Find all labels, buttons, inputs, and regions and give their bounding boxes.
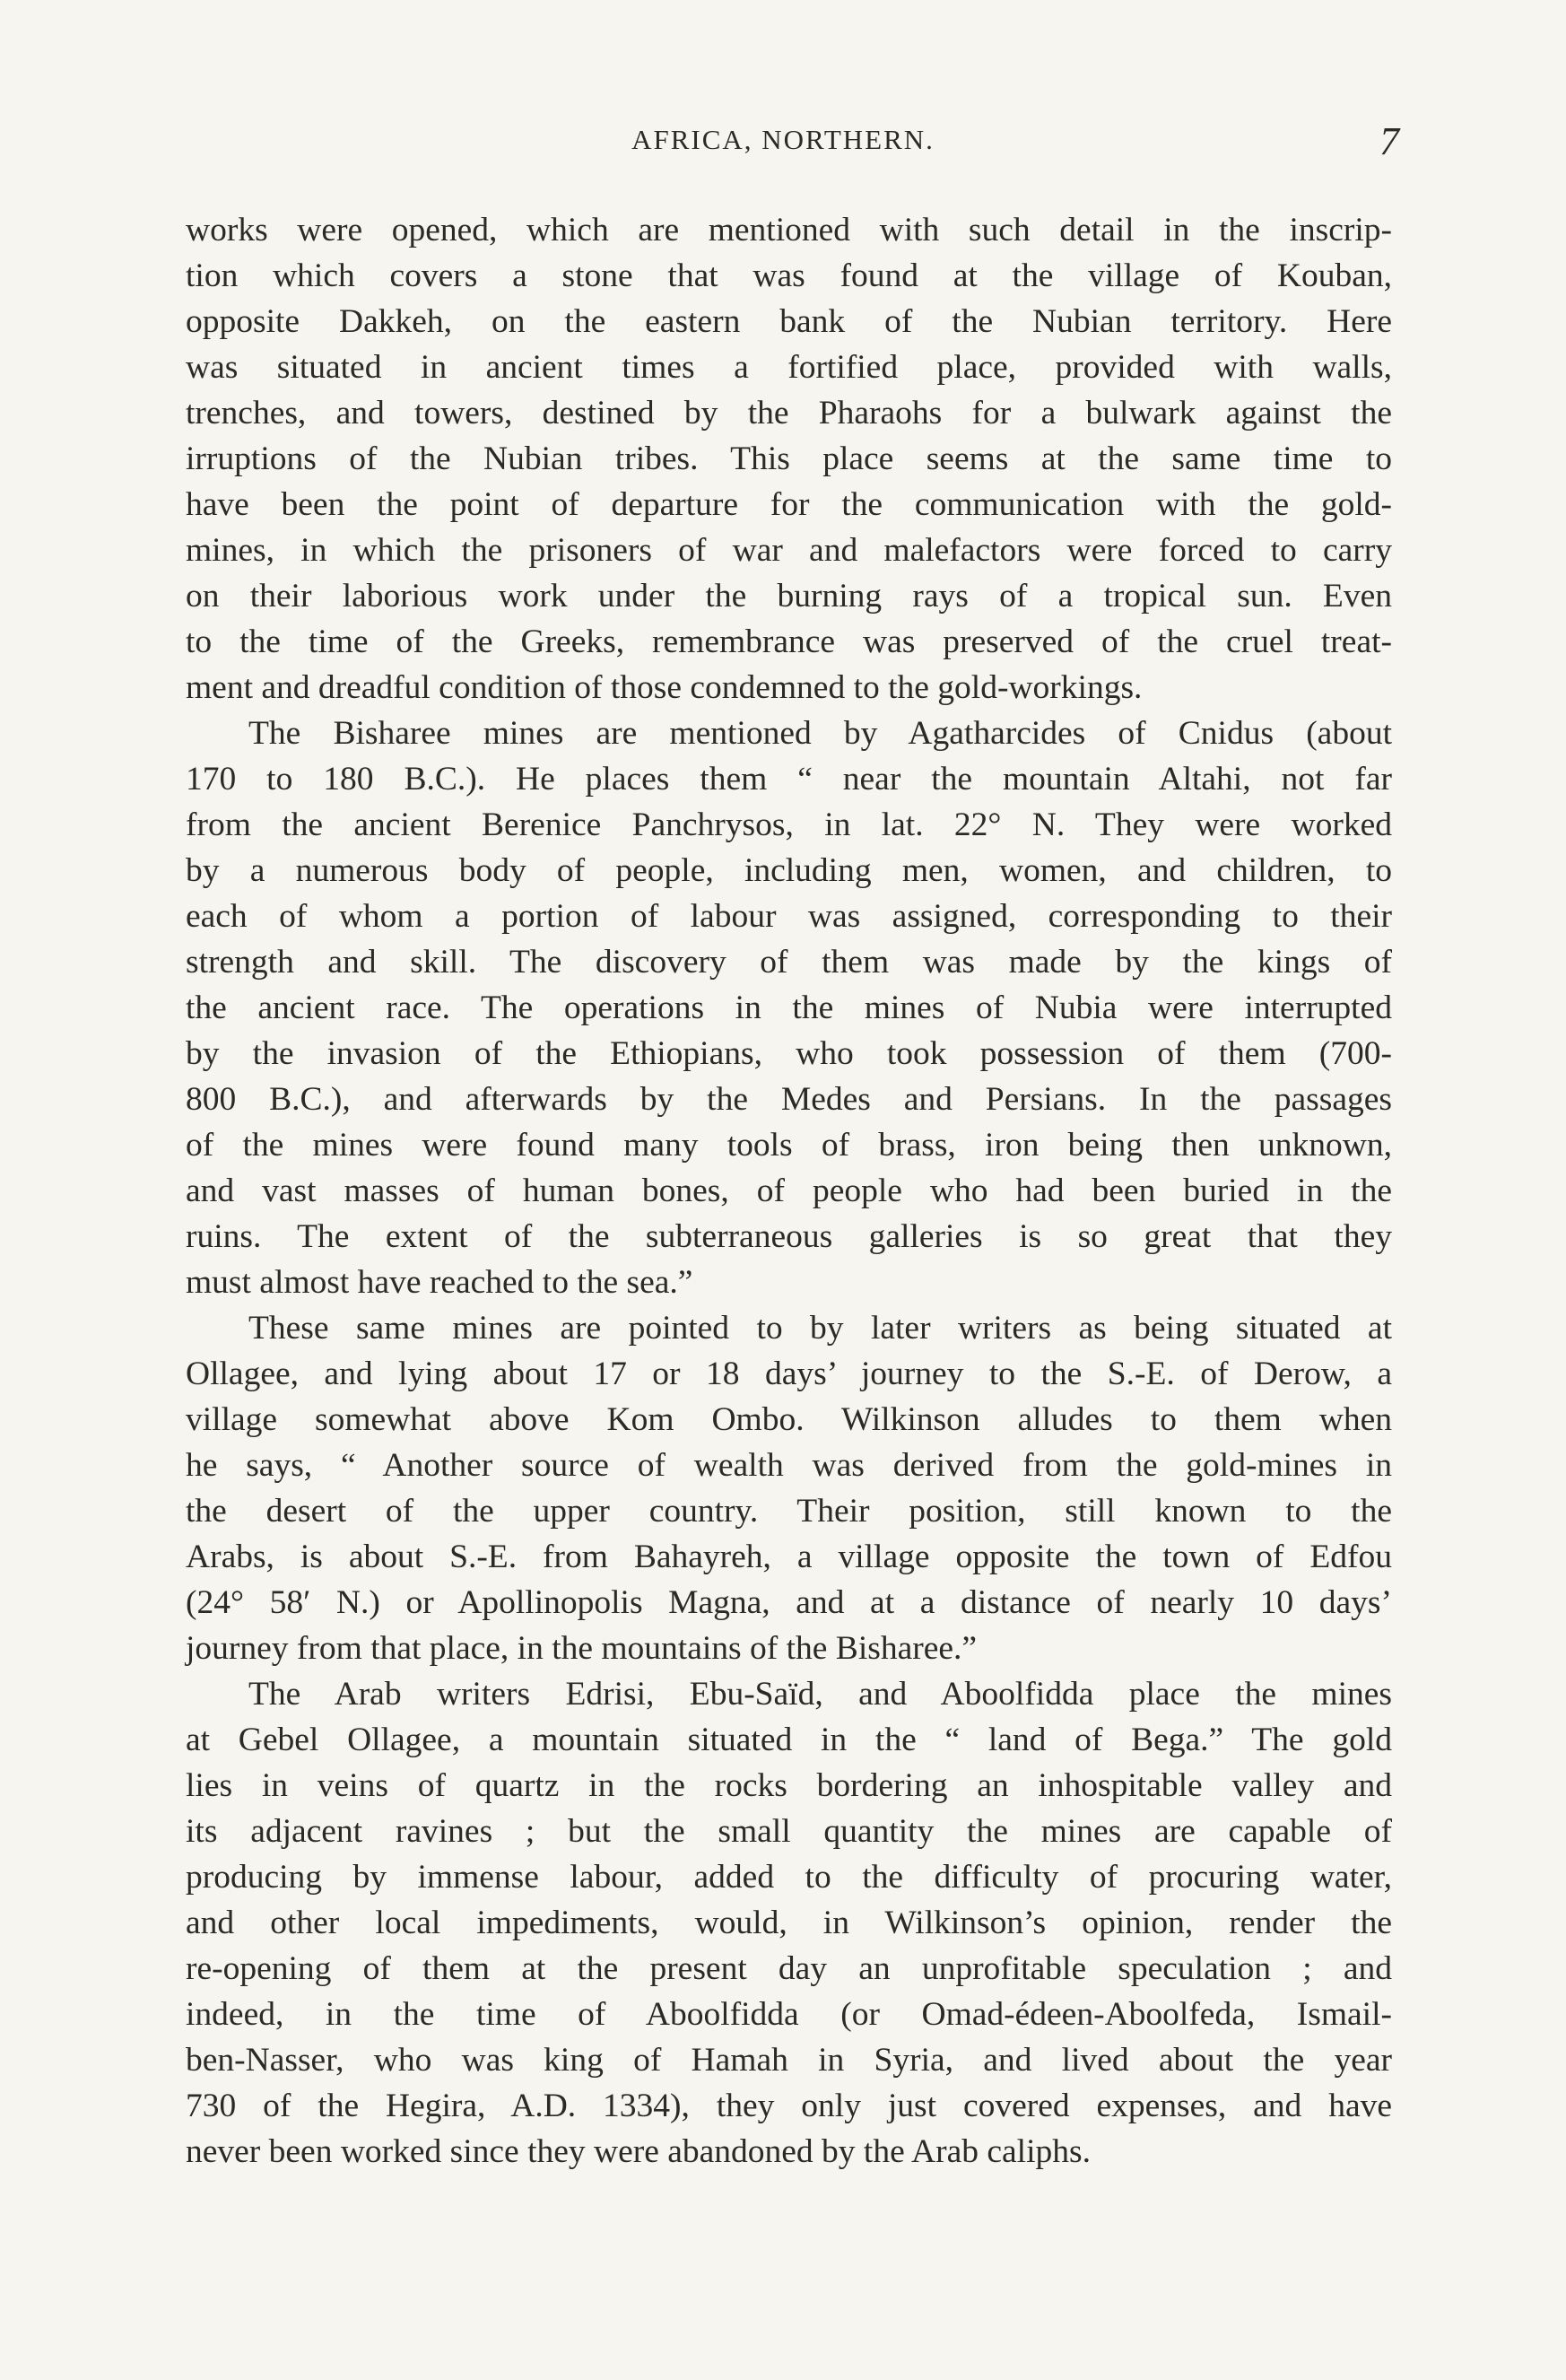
text-line: opposite Dakkeh, on the eastern bank of the Nubian territory. Here	[186, 303, 1392, 340]
text-line: ben-Nasser, who was king of Hamah in Syria, and lived about the year	[186, 2042, 1392, 2079]
text-line: The Bisharee mines are mentioned by Agatharcides of Cnidus (about	[248, 715, 1392, 752]
text-line: never been worked since they were abandoned by the Arab caliphs.	[186, 2133, 1091, 2170]
text-line: village somewhat above Kom Ombo. Wilkinson alludes to them when	[186, 1401, 1392, 1438]
text-line: 730 of the Hegira, A.D. 1334), they only just covered expenses, and have	[186, 2088, 1392, 2124]
text-line: trenches, and towers, destined by the Pharaohs for a bulwark against the	[186, 395, 1392, 432]
text-line: Arabs, is about S.-E. from Bahayreh, a village opposite the town of Edfou	[186, 1539, 1392, 1575]
text-line: the ancient race. The operations in the mines of Nubia were interrupted	[186, 989, 1392, 1026]
page-number: 7	[1379, 119, 1399, 163]
text-line: its adjacent ravines ; but the small quantity the mines are capable of	[186, 1813, 1392, 1850]
text-line: indeed, in the time of Aboolfidda (or Omad-édeen-Aboolfeda, Ismail-	[186, 1996, 1392, 2033]
text-line: was situated in ancient times a fortified place, provided with walls,	[186, 349, 1392, 386]
text-line: (24° 58′ N.) or Apollinopolis Magna, and at a distance of nearly 10 days’	[186, 1584, 1392, 1621]
text-line: works were opened, which are mentioned with such detail in the inscrip-	[186, 212, 1392, 248]
text-line: each of whom a portion of labour was assigned, corresponding to their	[186, 898, 1392, 935]
text-line: These same mines are pointed to by later writers as being situated at	[248, 1310, 1392, 1347]
text-line: must almost have reached to the sea.”	[186, 1264, 693, 1301]
text-line: ruins. The extent of the subterraneous galleries is so great that they	[186, 1218, 1392, 1255]
text-line: and vast masses of human bones, of people who had been buried in the	[186, 1173, 1392, 1209]
running-head-title: AFRICA, NORTHERN.	[631, 124, 935, 155]
text-line: by the invasion of the Ethiopians, who took possession of them (700-	[186, 1035, 1392, 1072]
text-line: Ollagee, and lying about 17 or 18 days’ journey to the S.-E. of Derow, a	[186, 1356, 1392, 1392]
text-line: 170 to 180 B.C.). He places them “ near the mountain Altahi, not far	[186, 761, 1392, 798]
text-line: re-opening of them at the present day an unprofitable speculation ; and	[186, 1950, 1392, 1987]
text-line: by a numerous body of people, including men, women, and children, to	[186, 852, 1392, 889]
text-line: have been the point of departure for the communication with the gold-	[186, 486, 1392, 523]
text-line: the desert of the upper country. Their position, still known to the	[186, 1493, 1392, 1530]
body-text	[186, 207, 1392, 2175]
text-line: on their laborious work under the burning rays of a tropical sun. Even	[186, 578, 1392, 615]
paragraph	[186, 711, 1392, 1305]
text-line: and other local impediments, would, in Wilkinson’s opinion, render the	[186, 1905, 1392, 1941]
paragraph	[186, 1671, 1392, 2175]
paragraph	[186, 1305, 1392, 1671]
paragraph	[186, 207, 1392, 711]
text-line: of the mines were found many tools of brass, iron being then unknown,	[186, 1127, 1392, 1164]
text-line: strength and skill. The discovery of them was made by the kings of	[186, 944, 1392, 981]
text-line: mines, in which the prisoners of war and malefactors were forced to carry	[186, 532, 1392, 569]
text-line: tion which covers a stone that was found at the village of Kouban,	[186, 257, 1392, 294]
text-line: 800 B.C.), and afterwards by the Medes and Persians. In the passages	[186, 1081, 1392, 1118]
text-line: journey from that place, in the mountains of the Bisharee.”	[186, 1630, 978, 1667]
text-line: irruptions of the Nubian tribes. This place seems at the same time to	[186, 440, 1392, 477]
text-line: producing by immense labour, added to the difficulty of procuring water,	[186, 1859, 1392, 1896]
text-line: ment and dreadful condition of those condemned to the gold-workings.	[186, 669, 1143, 706]
text-line: from the ancient Berenice Panchrysos, in lat. 22° N. They were worked	[186, 806, 1392, 843]
text-line: lies in veins of quartz in the rocks bordering an inhospitable valley and	[186, 1767, 1392, 1804]
text-line: he says, “ Another source of wealth was derived from the gold-mines in	[186, 1447, 1392, 1484]
text-line: The Arab writers Edrisi, Ebu-Saïd, and Aboolfidda place the mines	[248, 1676, 1392, 1713]
text-line: at Gebel Ollagee, a mountain situated in the “ land of Bega.” The gold	[186, 1722, 1392, 1758]
text-line: to the time of the Greeks, remembrance was preserved of the cruel treat-	[186, 623, 1392, 660]
